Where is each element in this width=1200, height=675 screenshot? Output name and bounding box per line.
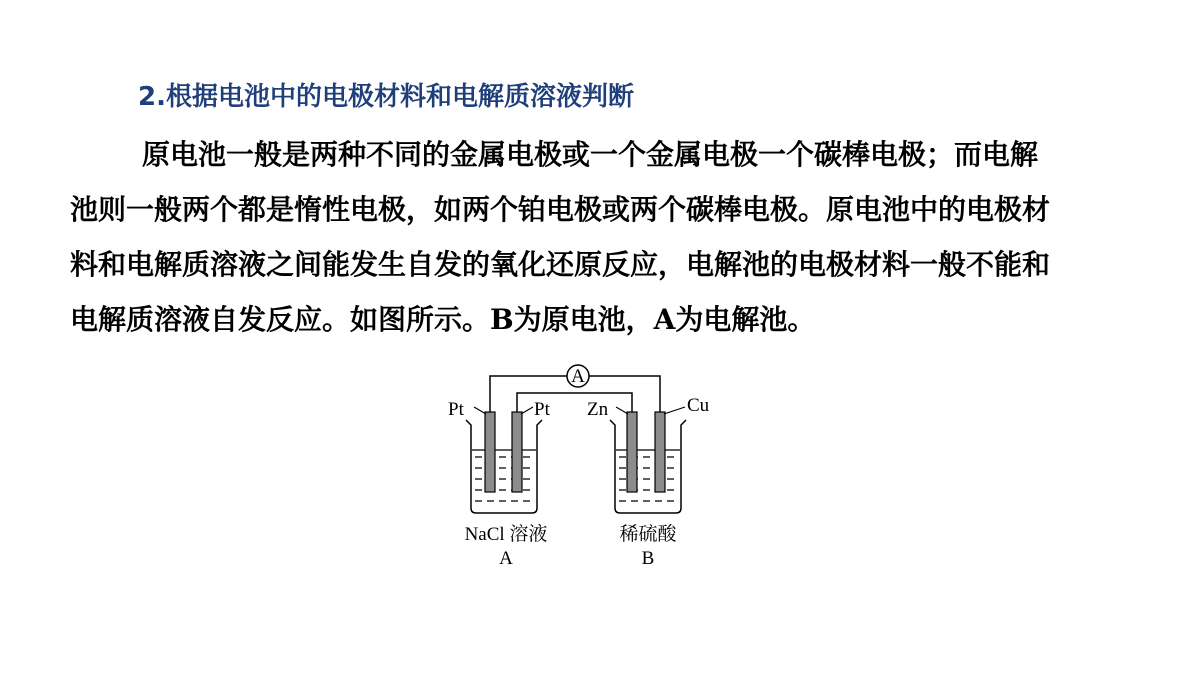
electrode-cu xyxy=(655,412,665,492)
paragraph-line: 电解质溶液自发反应。如图所示。B为原电池，A为电解池。 xyxy=(70,303,816,336)
outer-wire xyxy=(490,376,567,412)
cell-a-name: A xyxy=(499,548,513,569)
body-paragraph xyxy=(70,132,1140,352)
cell-b-solution-label: 稀硫酸 xyxy=(619,524,677,545)
solution-a xyxy=(475,457,533,501)
electrode-label-cu: Cu xyxy=(687,395,710,416)
electrode-pt-right xyxy=(512,412,522,492)
electrode-pt-left xyxy=(485,412,495,492)
section-heading: 2.根据电池中的电极材料和电解质溶液判断 xyxy=(138,82,634,112)
cell-a-solution-label: NaCl 溶液 xyxy=(464,524,548,545)
electrode-label-pt-left: Pt xyxy=(448,399,464,420)
beaker-a xyxy=(466,420,542,513)
paragraph-line: 池则一般两个都是惰性电极，如两个铂电极或两个碳棒电极。原电池中的电极材 xyxy=(70,193,1051,226)
beaker-b xyxy=(610,420,686,513)
paragraph-line: 原电池一般是两种不同的金属电极或一个金属电极一个碳棒电极；而电解 xyxy=(142,138,1039,171)
cell-b-name: B xyxy=(641,548,655,569)
electrochemical-cell-diagram xyxy=(440,360,740,575)
electrode-zn xyxy=(627,412,637,492)
electrode-label-pt-right: Pt xyxy=(534,399,550,420)
ammeter-label: A xyxy=(571,366,585,387)
electrode-label-zn: Zn xyxy=(587,399,609,420)
paragraph-line: 料和电解质溶液之间能发生自发的氧化还原反应，电解池的电极材料一般不能和 xyxy=(70,248,1051,281)
